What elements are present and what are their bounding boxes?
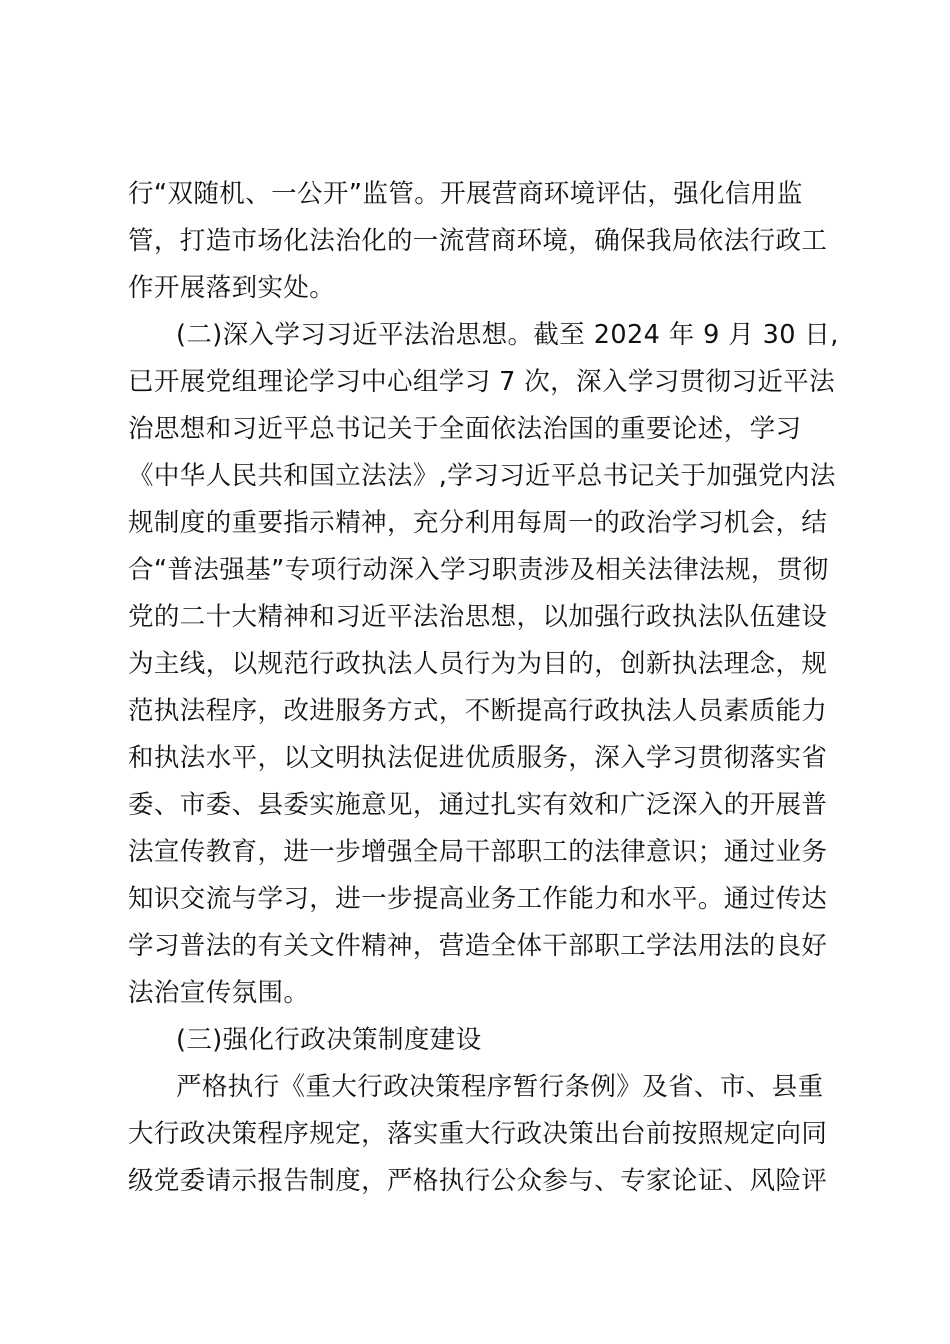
body-line: 合“普法强基”专项行动深入学习职责涉及相关法律法规，贯彻 (128, 555, 829, 585)
body-line: 党的二十大精神和习近平法治思想，以加强行政执法队伍建设 (128, 602, 828, 632)
document-body (128, 171, 839, 1205)
body-line: 管，打造市场化法治化的一流营商环境，确保我局依法行政工 (128, 226, 828, 256)
body-line: 已开展党组理论学习中心组学习 7 次，深入学习贯彻习近平法 (128, 367, 836, 397)
body-line: 知识交流与学习，进一步提高业务工作能力和水平。通过传达 (128, 884, 828, 914)
body-line: 法治宣传氛围。 (128, 978, 310, 1008)
paragraph-start: 严格执行《重大行政决策程序暂行条例》及省、市、县重 (176, 1072, 824, 1102)
section-heading-3: (三)强化行政决策制度建设 (176, 1025, 482, 1055)
body-line: 行“双随机、一公开”监管。开展营商环境评估，强化信用监 (128, 179, 803, 209)
body-line: 和执法水平，以文明执法促进优质服务，深入学习贯彻落实省 (128, 743, 828, 773)
section-heading-2: (二)深入学习习近平法治思想。截至 2024 年 9 月 30 日, (176, 320, 839, 350)
body-line: 级党委请示报告制度，严格执行公众参与、专家论证、风险评 (128, 1166, 828, 1196)
body-line: 治思想和习近平总书记关于全面依法治国的重要论述，学习 (128, 414, 802, 444)
body-line: 《中华人民共和国立法法》,学习习近平总书记关于加强党内法 (128, 461, 836, 491)
body-line: 作开展落到实处。 (128, 273, 336, 303)
body-line: 学习普法的有关文件精神，营造全体干部职工学法用法的良好 (128, 931, 828, 961)
body-line: 为主线，以规范行政执法人员行为为目的，创新执法理念，规 (128, 649, 828, 679)
body-line: 委、市委、县委实施意见，通过扎实有效和广泛深入的开展普 (128, 790, 828, 820)
body-line: 法宣传教育，进一步增强全局干部职工的法律意识；通过业务 (128, 837, 828, 867)
body-line: 规制度的重要指示精神，充分利用每周一的政治学习机会，结 (128, 508, 828, 538)
body-line: 范执法程序，改进服务方式，不断提高行政执法人员素质能力 (128, 696, 828, 726)
body-line: 大行政决策程序规定，落实重大行政决策出台前按照规定向同 (128, 1119, 828, 1149)
